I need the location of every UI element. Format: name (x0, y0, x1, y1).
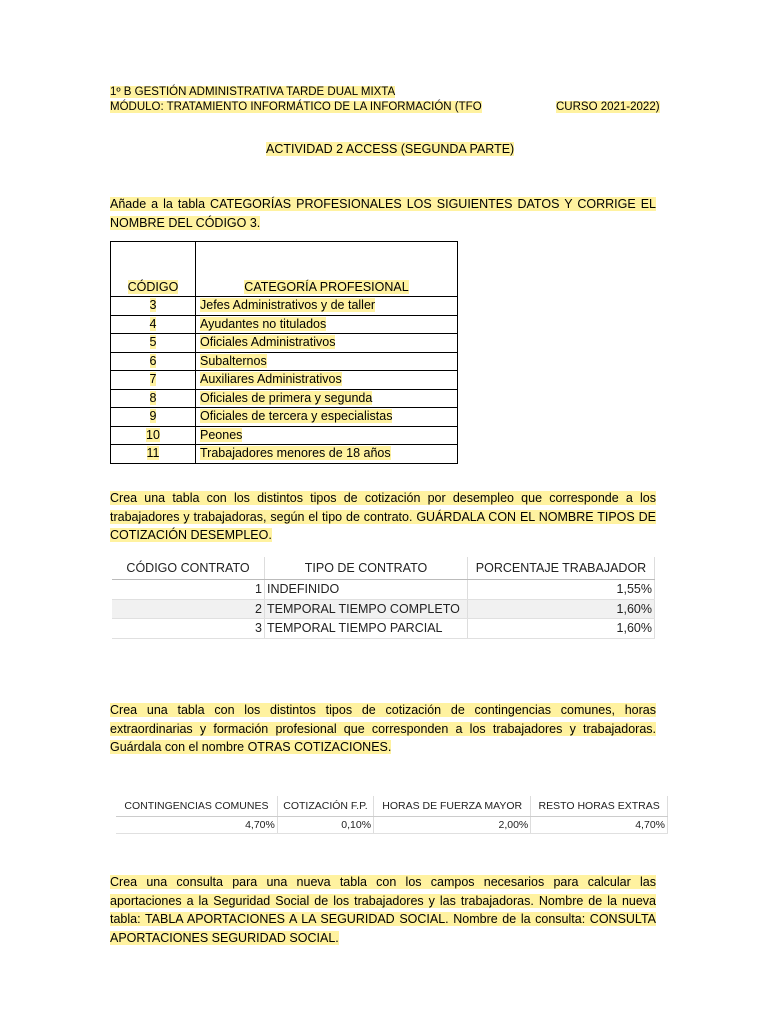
table-row: 4,70% 0,10% 2,00% 4,70% (116, 817, 668, 834)
other-contributions-table (116, 796, 668, 834)
table-header-row (112, 557, 655, 580)
unemployment-contribution-table (112, 557, 655, 639)
header-contract-code: CÓDIGO CONTRATO (112, 557, 265, 580)
table-row: 1 INDEFINIDO 1,55% (112, 580, 655, 600)
header-common-contingencies: CONTINGENCIAS COMUNES (116, 796, 277, 817)
header-force-majeure-hours: HORAS DE FUERZA MAYOR (374, 796, 531, 817)
instruction-3: Crea una tabla con los distintos tipos de cotización de contingencias comunes, horas extraordinarias y formación profesional que corresponden a los trabajadores y trabajadoras. Guárdala con el nombre OTRAS COTIZACIONES. (110, 703, 656, 754)
instruction-4: Crea una consulta para una nueva tabla con los campos necesarios para calcular las aportaciones a la Seguridad Social de los trabajadores y las trabajadoras. Nombre de la nueva tabla: TABLA APORTACIONES A LA SEGURIDAD SOCIAL. Nombre de la consulta: CONSULTA APORTACIONES SEGURIDAD SOCIAL. (110, 875, 656, 945)
instruction-2: Crea una tabla con los distintos tipos de cotización por desempleo que corresponde a los trabajadores y trabajadoras, según el tipo de contrato. GUÁRDALA CON EL NOMBRE TIPOS DE COTIZACIÓN DESEMPLEO. (110, 491, 656, 542)
table-header-row (116, 796, 668, 817)
table-row: 5 Oficiales Administrativos (111, 334, 458, 353)
table-row: 9 Oficiales de tercera y especialistas (111, 408, 458, 427)
header-course: CURSO 2021-2022) (556, 101, 660, 113)
table-row: 3 Jefes Administrativos y de taller (111, 297, 458, 316)
table-row: 8 Oficiales de primera y segunda (111, 389, 458, 408)
header-worker-percentage: PORCENTAJE TRABAJADOR (468, 557, 655, 580)
header-line1: 1º B GESTIÓN ADMINISTRATIVA TARDE DUAL MIXTA (110, 86, 396, 98)
header-other-overtime: RESTO HORAS EXTRAS (531, 796, 668, 817)
table-row: 6 Subalternos (111, 352, 458, 371)
table-row: 2 TEMPORAL TIEMPO COMPLETO 1,60% (112, 599, 655, 619)
table-row: 10 Peones (111, 426, 458, 445)
table-row: 7 Auxiliares Administrativos (111, 371, 458, 390)
header-fp-contribution: COTIZACIÓN F.P. (277, 796, 373, 817)
table-row: 4 Ayudantes no titulados (111, 315, 458, 334)
header-line2: MÓDULO: TRATAMIENTO INFORMÁTICO DE LA INFORMACIÓN (TFO (110, 101, 482, 113)
table-header-row (111, 242, 458, 297)
categories-table (110, 241, 458, 464)
header-category: CATEGORÍA PROFESIONAL (196, 242, 458, 297)
header-code: CÓDIGO (111, 242, 196, 297)
header-contract-type: TIPO DE CONTRATO (265, 557, 468, 580)
table-row: 3 TEMPORAL TIEMPO PARCIAL 1,60% (112, 619, 655, 639)
page-title: ACTIVIDAD 2 ACCESS (SEGUNDA PARTE) (266, 142, 515, 156)
instruction-1: Añade a la tabla CATEGORÍAS PROFESIONALES LOS SIGUIENTES DATOS Y CORRIGE EL NOMBRE DEL CÓDIGO 3. (110, 197, 656, 230)
table-row: 11 Trabajadores menores de 18 años (111, 445, 458, 464)
